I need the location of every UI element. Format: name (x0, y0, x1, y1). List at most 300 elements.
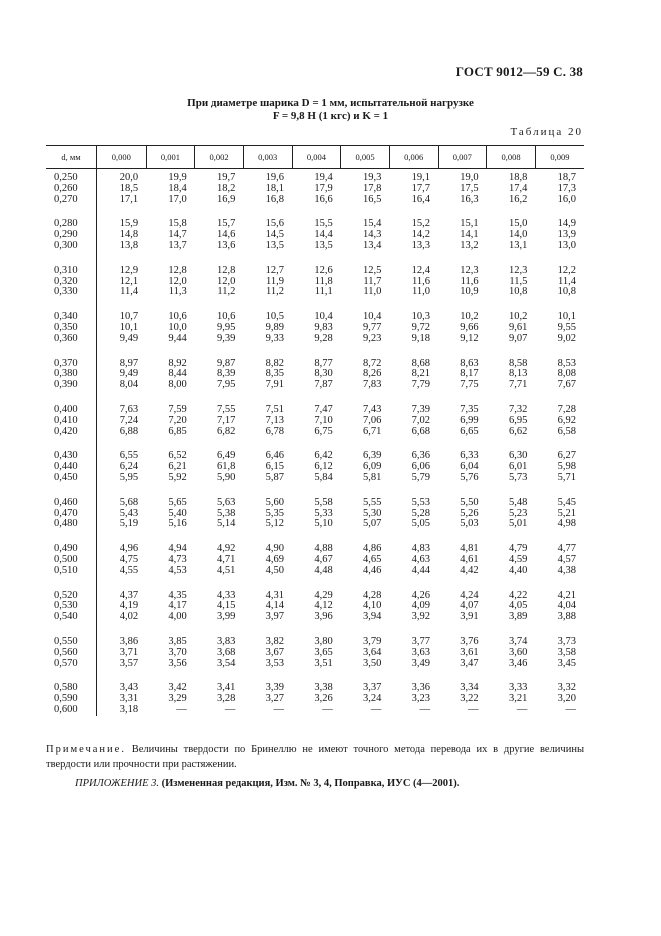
hardness-cell: 8,26 (362, 368, 382, 380)
diameter-cell: 0,600 (46, 705, 97, 716)
hardness-cell: 16,6 (314, 193, 333, 205)
hardness-cell: 4,21 (557, 589, 576, 601)
hardness-cell: 4,40 (508, 564, 528, 576)
hardness-cell: 13,2 (460, 239, 479, 251)
hardness-cell: 17,9 (314, 182, 333, 194)
hardness-cell: 3,70 (168, 646, 187, 658)
hardness-cell: 14,3 (362, 229, 382, 241)
hardness-cell: 4,92 (217, 543, 236, 555)
hardness-cell: 4,22 (508, 589, 528, 601)
table-header-row (46, 146, 584, 169)
hardness-cell: 8,39 (217, 368, 236, 380)
hardness-cell: 3,67 (265, 646, 285, 658)
hardness-cell: 11,1 (314, 286, 333, 298)
hardness-cell: 11,2 (217, 286, 236, 298)
hardness-cell: 9,87 (217, 357, 236, 369)
hardness-cell: 6,04 (460, 461, 479, 473)
hardness-cell: 18,4 (168, 182, 187, 194)
hardness-cell: 3,83 (217, 635, 236, 647)
hardness-cell: 5,63 (217, 496, 236, 508)
diameter-cell: 0,510 (46, 566, 97, 577)
hardness-cell: 9,95 (217, 321, 236, 333)
diameter-cell: 0,260 (46, 184, 97, 195)
hardness-cell: — (370, 703, 382, 715)
hardness-cell: 61,8 (217, 461, 236, 473)
table-label: Таблица 20 (510, 126, 583, 138)
hardness-cell: 9,55 (557, 321, 576, 333)
hardness-cell: 5,07 (362, 518, 382, 530)
diameter-cell: 0,450 (46, 473, 97, 484)
hardness-cell: 10,2 (460, 311, 479, 323)
hardness-cell: 4,07 (460, 600, 479, 612)
hardness-cell: 3,80 (314, 635, 333, 647)
hardness-cell: 9,89 (265, 321, 285, 333)
hardness-cell: 8,53 (557, 357, 576, 369)
hardness-cell: 17,4 (508, 182, 528, 194)
hardness-cell: — (516, 703, 528, 715)
hardness-cell: 4,00 (168, 611, 187, 623)
hardness-cell: 3,86 (119, 635, 139, 647)
hardness-cell: 6,24 (119, 461, 139, 473)
hardness-cell: 5,10 (314, 518, 333, 530)
hardness-cell: 5,48 (508, 496, 528, 508)
hardness-cell: 9,77 (362, 321, 382, 333)
hardness-cell: 7,43 (362, 403, 382, 415)
hardness-cell: 3,73 (557, 635, 576, 647)
group-spacer (46, 437, 584, 451)
hardness-cell: 6,06 (411, 461, 431, 473)
hardness-cell: 19,9 (168, 172, 187, 183)
hardness-cell: 6,75 (314, 425, 333, 437)
hardness-cell: 18,1 (265, 182, 285, 194)
table-row (46, 648, 584, 659)
hardness-cell: 3,88 (557, 611, 576, 623)
hardness-cell: 17,5 (460, 182, 479, 194)
hardness-cell: 14,9 (557, 218, 576, 230)
hardness-cell: 3,99 (217, 611, 236, 623)
hardness-cell: 8,63 (460, 357, 479, 369)
hardness-cell: 3,37 (362, 682, 382, 694)
hardness-cell: 4,19 (119, 600, 139, 612)
diameter-cell: 0,480 (46, 519, 97, 530)
note-heading: Примечание. (46, 744, 126, 755)
hardness-cell: 4,48 (314, 564, 333, 576)
hardness-cell: 4,73 (168, 553, 187, 565)
hardness-cell: 6,52 (168, 450, 187, 462)
hardness-cell: 4,42 (460, 564, 479, 576)
hardness-cell: 5,38 (217, 507, 236, 519)
diameter-cell: 0,340 (46, 312, 97, 323)
hardness-cell: 7,28 (557, 403, 576, 415)
hardness-cell: 4,33 (217, 589, 236, 601)
hardness-cell: 13,1 (508, 239, 528, 251)
hardness-cell: 7,67 (557, 379, 576, 391)
hardness-cell: 14,0 (508, 229, 528, 241)
hardness-cell: 5,95 (119, 471, 139, 483)
hardness-cell: 5,40 (168, 507, 187, 519)
diameter-cell: 0,550 (46, 637, 97, 648)
hardness-cell: 5,71 (557, 471, 576, 483)
hardness-cell: 12,0 (168, 275, 187, 287)
hardness-cell: — (322, 703, 333, 715)
hardness-cell: 9,18 (411, 332, 431, 344)
table-row (46, 498, 584, 509)
hardness-cell: 3,54 (217, 657, 236, 669)
hardness-cell: 4,71 (217, 553, 236, 565)
appendix-reference (75, 778, 459, 789)
hardness-cell: 19,1 (411, 172, 431, 183)
hardness-cell: 3,68 (217, 646, 236, 658)
hardness-cell: — (273, 703, 285, 715)
note-text: Величины твердости по Бринеллю не имеют точного метода перевода их в другие величины твердости или прочности при растяжении. (46, 744, 584, 770)
hardness-cell: 6,36 (411, 450, 431, 462)
hardness-cell: 3,92 (411, 611, 431, 623)
hardness-cell: 3,45 (557, 657, 576, 669)
hardness-cell: 6,85 (168, 425, 187, 437)
hardness-cell: 11,9 (266, 275, 285, 287)
hardness-cell: 8,97 (119, 357, 139, 369)
table-row (46, 287, 584, 298)
hardness-cell: 14,4 (314, 229, 333, 241)
hardness-cell: 5,73 (508, 471, 528, 483)
table-row (46, 427, 584, 438)
hardness-cell: 13,5 (314, 239, 333, 251)
hardness-cell: 3,42 (168, 682, 187, 694)
hardness-cell: 5,87 (265, 471, 285, 483)
hardness-cell: 5,81 (362, 471, 382, 483)
hardness-cell: 3,97 (265, 611, 285, 623)
hardness-cell: 5,35 (265, 507, 285, 519)
hardness-cell: 17,1 (119, 193, 139, 205)
column-header: 0,006 (389, 146, 438, 169)
hardness-cell: 3,18 (119, 703, 139, 715)
hardness-cell: 4,75 (119, 553, 139, 565)
hardness-cell: 6,21 (168, 461, 187, 473)
table-row (46, 659, 584, 670)
diameter-cell: 0,290 (46, 230, 97, 241)
hardness-cell: 14,6 (217, 229, 236, 241)
table-row (46, 380, 584, 391)
hardness-cell: 6,62 (508, 425, 528, 437)
diameter-cell: 0,430 (46, 451, 97, 462)
hardness-cell: 6,15 (265, 461, 285, 473)
table-row (46, 473, 584, 484)
hardness-cell: 11,7 (363, 275, 382, 287)
hardness-cell: 5,43 (119, 507, 139, 519)
hardness-cell: 6,30 (508, 450, 528, 462)
hardness-cell: 7,10 (314, 414, 333, 426)
hardness-cell: 13,5 (265, 239, 285, 251)
hardness-cell: 19,3 (362, 172, 382, 183)
hardness-cell: 3,24 (362, 693, 382, 705)
hardness-cell: 3,64 (362, 646, 382, 658)
column-header: 0,002 (195, 146, 244, 169)
hardness-cell: 7,17 (217, 414, 236, 426)
hardness-cell: 5,26 (460, 507, 479, 519)
hardness-table (46, 145, 584, 716)
hardness-cell: 4,53 (168, 564, 187, 576)
hardness-cell: 12,4 (411, 264, 431, 276)
column-header: 0,004 (292, 146, 341, 169)
hardness-cell: 5,98 (557, 461, 576, 473)
diameter-cell: 0,380 (46, 369, 97, 380)
subtitle-line-1: При диаметре шарика D = 1 мм, испытательной нагрузке (187, 97, 474, 109)
hardness-cell: 15,0 (508, 218, 528, 230)
hardness-cell: 8,92 (168, 357, 187, 369)
group-spacer (46, 252, 584, 266)
hardness-cell: 3,29 (168, 693, 187, 705)
hardness-cell: 16,8 (265, 193, 285, 205)
group-spacer (46, 391, 584, 405)
diameter-cell: 0,590 (46, 694, 97, 705)
hardness-cell: 4,61 (460, 553, 479, 565)
hardness-cell: 17,3 (557, 182, 576, 194)
hardness-cell: 12,7 (265, 264, 285, 276)
hardness-cell: 4,90 (265, 543, 285, 555)
hardness-cell: 6,99 (460, 414, 479, 426)
hardness-cell: 8,13 (508, 368, 528, 380)
hardness-cell: 7,87 (314, 379, 333, 391)
hardness-cell: 4,38 (557, 564, 576, 576)
table-row (46, 705, 584, 716)
column-header: 0,005 (341, 146, 390, 169)
hardness-cell: 15,5 (314, 218, 333, 230)
group-spacer (46, 484, 584, 498)
hardness-cell: 12,5 (362, 264, 382, 276)
diameter-cell: 0,400 (46, 405, 97, 416)
group-spacer (46, 623, 584, 637)
hardness-cell: 10,7 (119, 311, 139, 323)
hardness-cell: 9,66 (460, 321, 479, 333)
hardness-cell: — (565, 703, 576, 715)
hardness-cell: 4,96 (119, 543, 139, 555)
hardness-cell: 5,90 (217, 471, 236, 483)
hardness-cell: 3,26 (314, 693, 333, 705)
hardness-cell: 5,50 (460, 496, 479, 508)
hardness-cell: 18,5 (119, 182, 139, 194)
table-row (46, 241, 584, 252)
hardness-cell: 3,33 (508, 682, 528, 694)
hardness-cell: 3,94 (362, 611, 382, 623)
hardness-cell: 7,83 (362, 379, 382, 391)
hardness-cell: 5,01 (508, 518, 528, 530)
table-row (46, 519, 584, 530)
hardness-cell: 6,58 (557, 425, 576, 437)
group-spacer (46, 345, 584, 359)
hardness-cell: 8,44 (168, 368, 187, 380)
hardness-cell: 9,02 (557, 332, 576, 344)
hardness-cell: 7,55 (217, 403, 236, 415)
hardness-cell: 4,63 (411, 553, 431, 565)
hardness-cell: 15,4 (362, 218, 382, 230)
hardness-cell: 7,24 (119, 414, 139, 426)
hardness-cell: 5,84 (314, 471, 333, 483)
diameter-cell: 0,490 (46, 544, 97, 555)
hardness-cell: 7,47 (314, 403, 333, 415)
hardness-cell: 5,16 (168, 518, 187, 530)
hardness-cell: 3,50 (362, 657, 382, 669)
hardness-cell: 4,17 (168, 600, 187, 612)
hardness-cell: 15,1 (460, 218, 479, 230)
hardness-cell: 3,91 (460, 611, 479, 623)
column-header-d: d, мм (46, 146, 97, 169)
hardness-cell: 7,63 (119, 403, 139, 415)
hardness-cell: 3,39 (265, 682, 285, 694)
hardness-cell: 14,1 (460, 229, 479, 241)
hardness-cell: 3,43 (119, 682, 139, 694)
hardness-cell: 5,76 (460, 471, 479, 483)
hardness-cell: 3,85 (168, 635, 187, 647)
diameter-cell: 0,570 (46, 659, 97, 670)
hardness-cell: 4,09 (411, 600, 431, 612)
diameter-cell: 0,320 (46, 277, 97, 288)
hardness-cell: 3,47 (460, 657, 479, 669)
hardness-cell: 5,03 (460, 518, 479, 530)
hardness-cell: 6,65 (460, 425, 479, 437)
diameter-cell: 0,540 (46, 612, 97, 623)
hardness-cell: 4,57 (557, 553, 576, 565)
hardness-cell: 13,6 (217, 239, 236, 251)
appendix-label: ПРИЛОЖЕНИЕ 3. (75, 778, 159, 789)
hardness-cell: 5,12 (265, 518, 285, 530)
hardness-cell: 4,05 (508, 600, 528, 612)
subtitle-line-2: F = 9,8 Н (1 кгс) и K = 1 (272, 110, 389, 122)
diameter-cell: 0,520 (46, 591, 97, 602)
hardness-cell: 3,36 (411, 682, 431, 694)
diameter-cell: 0,560 (46, 648, 97, 659)
diameter-cell: 0,500 (46, 555, 97, 566)
hardness-cell: 11,0 (363, 286, 382, 298)
hardness-cell: 3,71 (119, 646, 139, 658)
hardness-cell: 6,01 (508, 461, 528, 473)
hardness-cell: 11,6 (412, 275, 431, 287)
hardness-cell: 19,7 (217, 172, 236, 183)
table-row (46, 266, 584, 277)
diameter-cell: 0,280 (46, 219, 97, 230)
diameter-cell: 0,530 (46, 601, 97, 612)
hardness-cell: — (419, 703, 431, 715)
hardness-cell: 12,2 (557, 264, 576, 276)
hardness-cell: 4,28 (362, 589, 382, 601)
hardness-cell: 9,83 (314, 321, 333, 333)
hardness-cell: 7,06 (362, 414, 382, 426)
hardness-cell: 4,31 (265, 589, 285, 601)
hardness-cell: 5,28 (411, 507, 431, 519)
hardness-cell: 12,3 (508, 264, 528, 276)
hardness-cell: 4,81 (460, 543, 479, 555)
hardness-cell: 5,23 (508, 507, 528, 519)
hardness-cell: 4,04 (557, 600, 576, 612)
hardness-cell: 6,09 (362, 461, 382, 473)
hardness-cell: 17,0 (168, 193, 187, 205)
hardness-cell: 3,82 (265, 635, 285, 647)
hardness-cell: 9,44 (168, 332, 187, 344)
diameter-cell: 0,250 (46, 169, 97, 184)
hardness-cell: 18,8 (508, 172, 528, 183)
hardness-cell: 3,61 (460, 646, 479, 658)
hardness-cell: 11,4 (120, 286, 139, 298)
hardness-cell: 15,9 (119, 218, 139, 230)
hardness-cell: 18,7 (557, 172, 576, 183)
diameter-cell: 0,270 (46, 195, 97, 206)
hardness-cell: 5,53 (411, 496, 431, 508)
hardness-cell: 5,45 (557, 496, 576, 508)
hardness-cell: 7,71 (508, 379, 528, 391)
hardness-cell: 7,75 (460, 379, 479, 391)
hardness-cell: 12,9 (119, 264, 139, 276)
diameter-cell: 0,360 (46, 334, 97, 345)
hardness-cell: 6,46 (265, 450, 285, 462)
hardness-cell: 10,4 (314, 311, 333, 323)
hardness-cell: 6,55 (119, 450, 139, 462)
hardness-cell: 16,3 (460, 193, 479, 205)
hardness-cell: 3,38 (314, 682, 333, 694)
hardness-cell: 14,2 (411, 229, 431, 241)
table-row (46, 566, 584, 577)
hardness-cell: 3,22 (460, 693, 479, 705)
hardness-cell: 4,10 (362, 600, 382, 612)
hardness-cell: 4,44 (411, 564, 431, 576)
hardness-cell: 16,9 (217, 193, 236, 205)
hardness-cell: 8,21 (411, 368, 431, 380)
hardness-cell: 5,19 (119, 518, 139, 530)
hardness-cell: 3,23 (411, 693, 431, 705)
hardness-cell: 9,49 (119, 332, 139, 344)
hardness-cell: 5,21 (557, 507, 576, 519)
hardness-cell: 8,77 (314, 357, 333, 369)
hardness-cell: 6,42 (314, 450, 333, 462)
hardness-cell: 9,61 (508, 321, 528, 333)
hardness-cell: 12,0 (217, 275, 236, 287)
hardness-cell: 6,95 (508, 414, 528, 426)
hardness-cell: 6,27 (557, 450, 576, 462)
hardness-cell: 6,78 (265, 425, 285, 437)
hardness-cell: 13,4 (362, 239, 382, 251)
hardness-cell: 4,55 (119, 564, 139, 576)
group-spacer (46, 669, 584, 683)
hardness-cell: 6,68 (411, 425, 431, 437)
appendix-text: (Измененная редакция, Изм. № 3, 4, Поправка, ИУС (4—2001). (159, 778, 460, 789)
hardness-cell: 4,15 (217, 600, 236, 612)
hardness-cell: 9,39 (217, 332, 236, 344)
hardness-cell: 8,17 (460, 368, 479, 380)
hardness-cell: 14,8 (119, 229, 139, 241)
hardness-cell: 3,49 (411, 657, 431, 669)
table-row (46, 612, 584, 623)
hardness-cell: 10,6 (217, 311, 236, 323)
hardness-cell: 5,92 (168, 471, 187, 483)
hardness-cell: 15,8 (168, 218, 187, 230)
hardness-cell: 10,4 (362, 311, 382, 323)
hardness-cell: 3,20 (557, 693, 576, 705)
hardness-cell: 16,2 (508, 193, 528, 205)
hardness-cell: — (468, 703, 479, 715)
hardness-cell: 7,35 (460, 403, 479, 415)
hardness-cell: 9,72 (411, 321, 431, 333)
hardness-cell: 15,6 (265, 218, 285, 230)
column-header: 0,000 (97, 146, 147, 169)
hardness-cell: 12,6 (314, 264, 333, 276)
table-row (46, 334, 584, 345)
diameter-cell: 0,390 (46, 380, 97, 391)
group-spacer (46, 298, 584, 312)
hardness-cell: 12,8 (217, 264, 236, 276)
diameter-cell: 0,310 (46, 266, 97, 277)
hardness-cell: 7,91 (265, 379, 285, 391)
hardness-cell: 3,56 (168, 657, 187, 669)
hardness-cell: 13,7 (168, 239, 187, 251)
hardness-cell: 3,41 (217, 682, 236, 694)
